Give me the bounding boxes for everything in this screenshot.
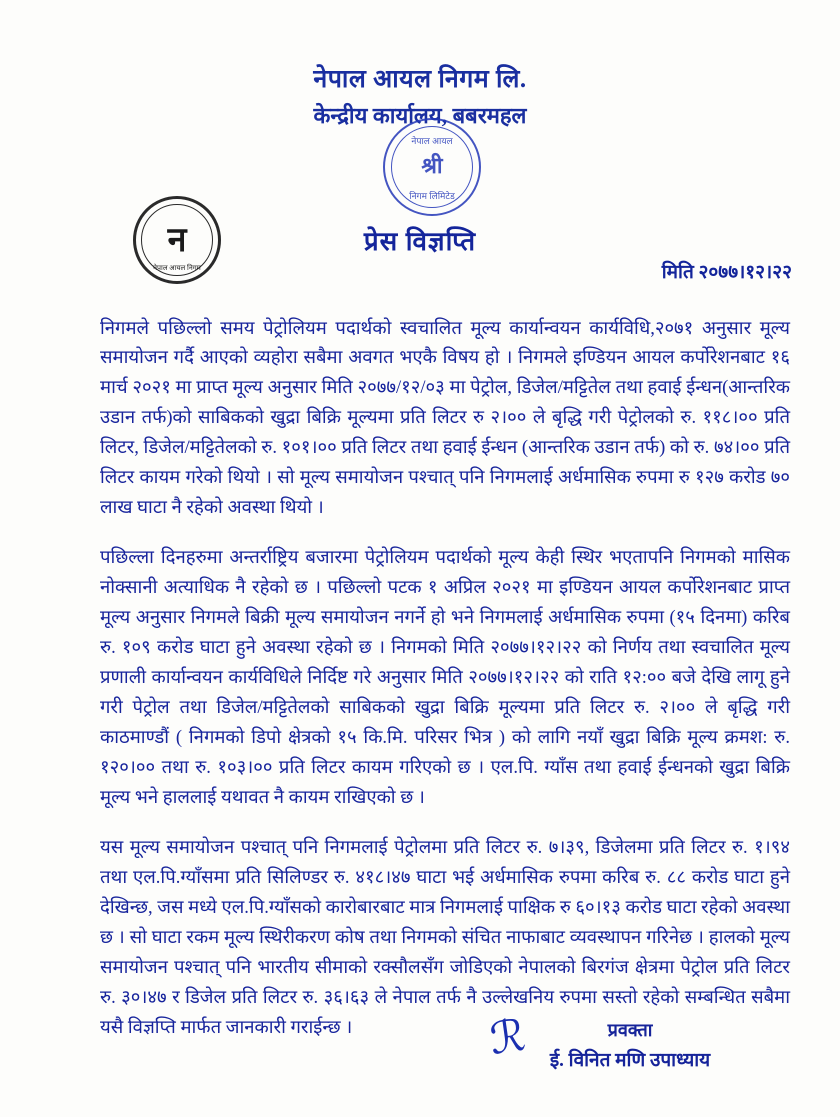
- seal-top-text: नेपाल आयल: [411, 136, 453, 146]
- document-date: मिति २०७७।१२।२२: [661, 262, 792, 283]
- paragraph: यस मूल्य समायोजन पश्चात् पनि निगमलाई पेट्रोलमा प्रति लिटर रु. ७।३९, डिजेलमा प्रति लिटर रु. १।९४ तथा एल.पि.ग्याँसमा प्रति सिलिण्डर रु. ४१८।४७ घाटा भई अर्धमासिक रुपमा करिब रु. ८८ करोड घाटा हुने देखिन्छ, जस मध्ये एल.पि.ग्याँसको कारोबारबाट मात्र निगमलाई पाक्षिक रु ६०।१३ करोड घाटा रहेको अवस्था छ । सो घाटा रकम मूल्य स्थिरीकरण कोष तथा निगमको संचित नाफाबाट व्यवस्थापन गरिनेछ । हालको मूल्य समायोजन पश्चात् पनि भारतीय सीमाको रक्सौलसँग जोडिएको नेपालको बिरगंज क्षेत्रमा पेट्रोल प्रति लिटर रु. ३०।४७ र डिजेल प्रति लिटर रु. ३६।६३ ले नेपाल तर्फ नै उल्लेखनिय रुपमा सस्तो रहेको सम्बन्धित सबैमा यसै विज्ञप्ति मार्फत जानकारी गराईन्छ ।: [100, 838, 790, 1038]
- document-body: [100, 296, 790, 1044]
- seal-bottom-text: निगम लिमिटेड: [409, 191, 455, 201]
- official-seal-icon: [383, 118, 481, 216]
- logo-caption: नेपाल आयल निगम: [153, 264, 201, 272]
- handwritten-signature-icon: ℛ: [486, 1009, 529, 1066]
- seal-center-text: श्री: [421, 153, 443, 178]
- signatory-name: ई. विनित मणि उपाध्याय: [549, 1050, 711, 1071]
- signatory-role: प्रवक्ता: [607, 1020, 653, 1040]
- page-title: प्रेस विज्ञप्ति: [363, 227, 477, 256]
- organization-name: नेपाल आयल निगम लि.: [313, 66, 527, 93]
- paragraph: निगमले पछिल्लो समय पेट्रोलियम पदार्थको स्वचालित मूल्य कार्यान्वयन कार्यविधि,२०७१ अनुसार मूल्य समायोजन गर्दै आएको व्यहोरा सबैमा अवगत भएकै विषय हो । निगमले इण्डियन आयल कर्पोरेशनबाट १६ मार्च २०२१ मा प्राप्त मूल्य अनुसार मिति २०७७/१२/०३ मा पेट्रोल, डिजेल/मट्टितेल तथा हवाई ईन्धन(आन्तरिक उडान तर्फ)को साबिकको खुद्रा बिक्रि मूल्यमा प्रति लिटर रु २।०० ले बृद्धि गरी पेट्रोलको रु. ११८।०० प्रति लिटर, डिजेल/मट्टितेलको रु. १०१।०० प्रति लिटर तथा हवाई ईन्धन (आन्तरिक उडान तर्फ) को रु. ७४।०० प्रति लिटर कायम गरेको थियो । सो मूल्य समायोजन पश्चात् पनि निगमलाई अर्धमासिक रुपमा रु १२७ करोड ७० लाख घाटा नै रहेको अवस्था थियो ।: [100, 318, 790, 519]
- signature-block: [470, 1009, 790, 1072]
- organization-address: केन्द्रीय कार्यालय, बबरमहल: [313, 103, 527, 129]
- logo-glyph: न: [167, 220, 187, 260]
- paragraph: पछिल्ला दिनहरुमा अन्तर्राष्ट्रिय बजारमा पेट्रोलियम पदार्थको मूल्य केही स्थिर भएतापनि निगमको मासिक नोक्सानी अत्याधिक नै रहेको छ । पछिल्लो पटक १ अप्रिल २०२१ मा इण्डियन आयल कर्पोरेशनबाट प्राप्त मूल्य अनुसार निगमले बिक्री मूल्य समायोजन नगर्ने हो भने निगमलाई अर्धमासिक रुपमा (१५ दिनमा) करिब रु. १०९ करोड घाटा हुने अवस्था रहेको छ । निगमको मिति २०७७।१२।२२ को निर्णय तथा स्वचालित मूल्य प्रणाली कार्यान्वयन कार्यविधिले निर्दिष्ट गरे अनुसार मिति २०७७।१२।२२ को राति १२:०० बजे देखि लागू हुने गरी पेट्रोल तथा डिजेल/मट्टितेलको साबिकको खुद्रा बिक्रि मूल्यमा प्रति लिटर रु. २।०० ले बृद्धि गरी काठमाण्डौं ( निगमको डिपो क्षेत्रको १५ कि.मि. परिसर भित्र ) को लागि नयाँ खुद्रा बिक्रि मूल्य क्रमश: रु. १२०।०० तथा रु. १०३।०० प्रति लिटर कायम गरिएको छ । एल.पि. ग्याँस तथा हवाई ईन्धनको खुद्रा बिक्रि मूल्य भने हाललाई यथावत नै कायम राखिएको छ ।: [100, 548, 790, 809]
